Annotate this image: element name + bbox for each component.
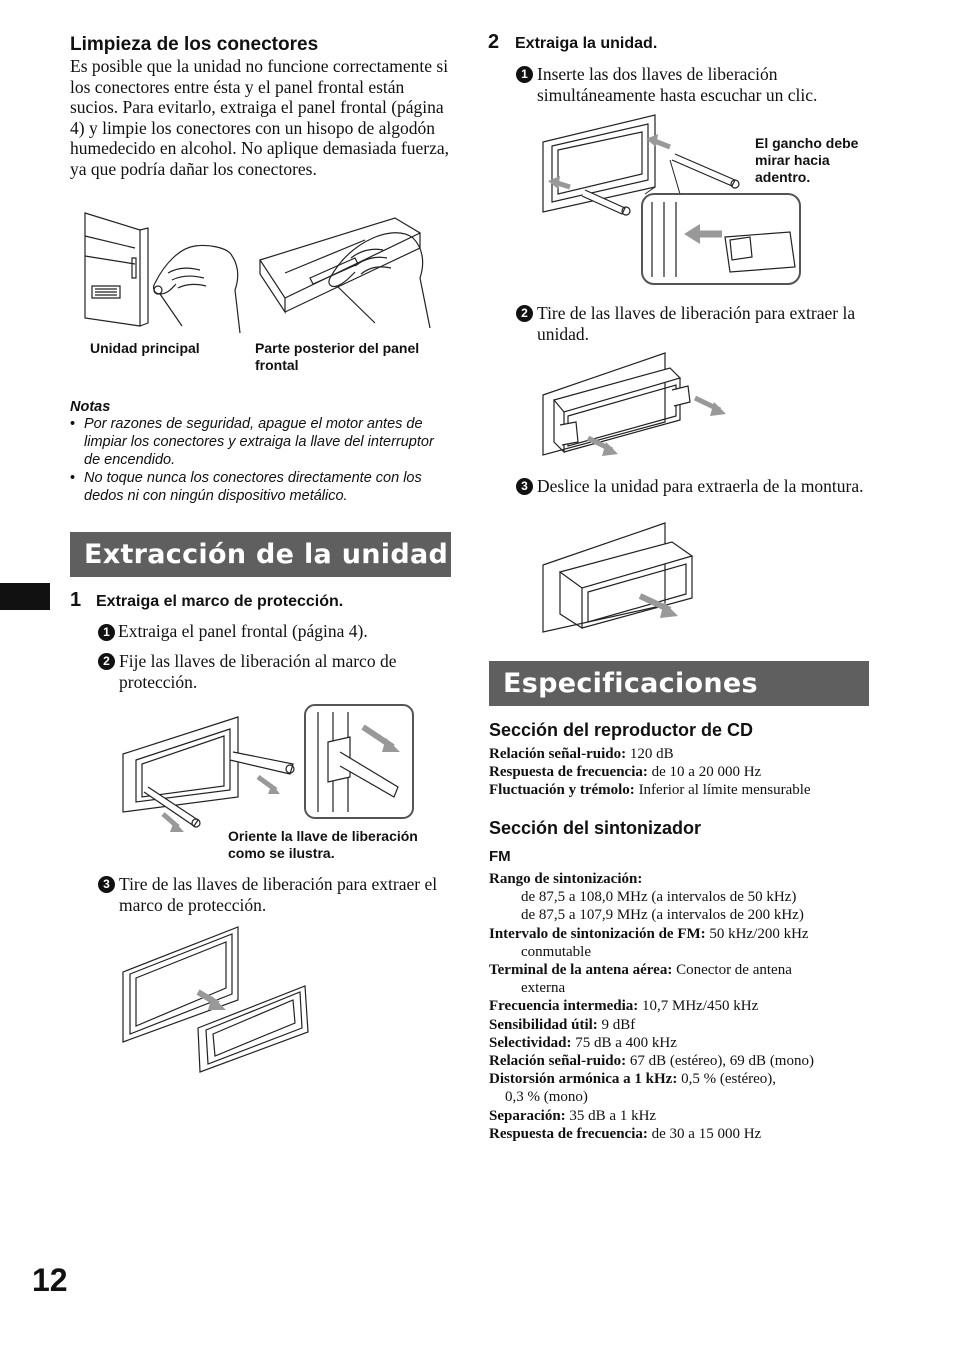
spec-row: Sensibilidad útil: 9 dBf — [489, 1016, 636, 1033]
step1-sub1-text: Extraiga el panel frontal (página 4). — [118, 621, 368, 641]
step1-sub3-text: Tire de las llaves de liberación para extraer el marco de protección. — [119, 874, 438, 915]
caption-panel-back: Parte posterior del panel frontal — [255, 340, 420, 373]
spec-row-cont: de 87,5 a 108,0 MHz (a intervalos de 50 kHz) — [521, 889, 797, 906]
side-tab — [0, 583, 50, 610]
specs-tuner-title: Sección del sintonizador — [489, 818, 702, 838]
step2-sub3-text: Deslice la unidad para extraerla de la montura. — [537, 476, 864, 496]
spec-row: Separación: 35 dB a 1 kHz — [489, 1107, 657, 1124]
spec-row-cont: 0,3 % (mono) — [505, 1089, 588, 1106]
caption-hook: El gancho debe mirar hacia adentro. — [755, 135, 859, 185]
spec-row: Distorsión armónica a 1 kHz: 0,5 % (estéreo), — [489, 1071, 777, 1088]
step2-sub2 — [516, 303, 871, 344]
attach-keys-illustration — [118, 702, 418, 834]
specs-banner: Especificaciones — [489, 661, 869, 706]
cleaning-main-unit-illustration — [80, 208, 245, 333]
step2-sub3 — [516, 476, 871, 497]
spec-row: Relación señal-ruido: 67 dB (estéreo), 69 dB (mono) — [489, 1053, 814, 1070]
specs-tuner-list — [489, 870, 869, 1143]
step1-sub2-text: Fije las llaves de liberación al marco de protección. — [119, 651, 397, 692]
step-circle: 2 — [516, 305, 533, 322]
remove-frame-illustration — [120, 922, 315, 1074]
cleaning-title: Limpieza de los conectores — [70, 34, 319, 55]
spec-row-cont: externa — [521, 980, 566, 997]
step1-sub1 — [98, 621, 450, 642]
caption-main-unit: Unidad principal — [90, 340, 200, 356]
spec-row-cont: conmutable — [521, 943, 591, 960]
note-item: • Por razones de seguridad, apague el motor antes de limpiar los conectores y extraiga la llave del interruptor de encendido. — [70, 415, 450, 469]
step-circle: 3 — [98, 876, 115, 893]
spec-row: Intervalo de sintonización de FM: 50 kHz/200 kHz — [489, 925, 809, 942]
spec-row: Respuesta de frecuencia: de 30 a 15 000 Hz — [489, 1125, 762, 1142]
extraction-banner: Extracción de la unidad — [70, 532, 451, 577]
cleaning-body: Es posible que la unidad no funcione correctamente si los conectores entre ésta y el panel frontal están sucios. Para evitarlo, extraiga el panel frontal (página 4) y limpie los conectores con un hisopo de algodón humedecido en alcohol. No aplique demasiada fuerza, ya que podría dañar los conectores. — [70, 56, 450, 179]
spec-row: Relación señal-ruido: 120 dB — [489, 746, 674, 762]
spec-row: Rango de sintonización: — [489, 871, 643, 887]
spec-row: Frecuencia intermedia: 10,7 MHz/450 kHz — [489, 998, 759, 1015]
spec-row: Selectividad: 75 dB a 400 kHz — [489, 1034, 677, 1051]
notes-list — [70, 415, 450, 505]
cleaning-panel-back-illustration — [255, 208, 435, 333]
step2-sub2-text: Tire de las llaves de liberación para extraer la unidad. — [537, 303, 856, 344]
step-circle: 3 — [516, 478, 533, 495]
specs-cd-list — [489, 745, 869, 800]
step2-sub1-text: Inserte las dos llaves de liberación simultáneamente hasta escuchar un clic. — [537, 64, 818, 105]
specs-cd-title: Sección del reproductor de CD — [489, 720, 754, 740]
step-circle: 1 — [98, 624, 115, 641]
spec-row: Respuesta de frecuencia: de 10 a 20 000 Hz — [489, 764, 762, 781]
page-number: 12 — [32, 1262, 68, 1298]
note-item: • No toque nunca los conectores directamente con los dedos ni con ningún dispositivo metálico. — [70, 469, 450, 505]
step-circle: 1 — [516, 66, 533, 83]
step-circle: 2 — [98, 653, 115, 670]
notes-title: Notas — [70, 399, 111, 415]
step1-sub3 — [98, 874, 450, 915]
step2-title: Extraiga la unidad. — [515, 35, 658, 52]
spec-row: Fluctuación y trémolo: Inferior al límite mensurable — [489, 782, 811, 799]
spec-row-cont: de 87,5 a 107,9 MHz (a intervalos de 200 kHz) — [521, 907, 804, 924]
spec-row: Terminal de la antena aérea: Conector de antena — [489, 962, 792, 979]
step1-title: Extraiga el marco de protección. — [96, 593, 344, 610]
pull-unit-illustration — [540, 350, 730, 462]
step2-number: 2 — [488, 31, 500, 53]
step1-number: 1 — [70, 589, 82, 611]
slide-unit-illustration — [540, 520, 700, 635]
caption-orient-key: Oriente la llave de liberación como se ilustra. — [228, 828, 418, 861]
step1-sub2 — [98, 651, 450, 692]
step2-sub1 — [516, 64, 866, 105]
specs-fm-label: FM — [489, 848, 511, 865]
